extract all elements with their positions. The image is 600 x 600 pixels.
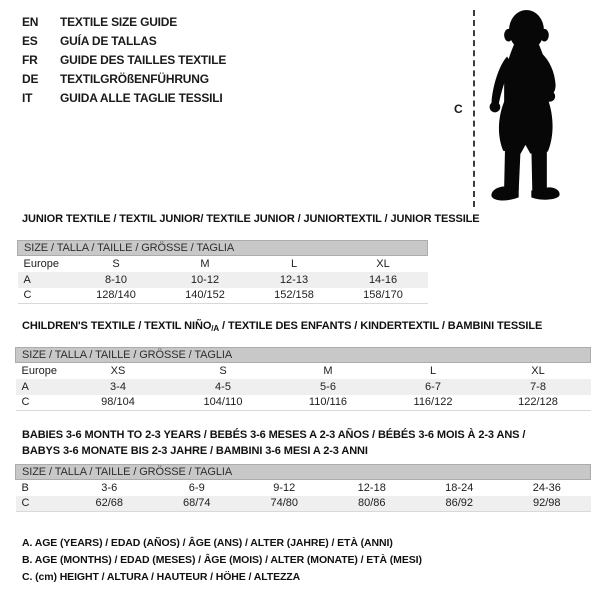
value-cell: 152/158 [250,288,339,304]
row-label-cell: C [16,395,66,411]
footnote-age-months: B. AGE (MONTHS) / EDAD (MESES) / ÂGE (MOIS) / ALTER (MONATE) / ETÀ (MESI) [22,554,422,566]
value-cell: 104/110 [171,395,276,411]
junior-size-table [17,240,428,304]
children-section-heading [22,320,542,333]
value-cell: 12-13 [250,272,339,288]
value-cell: 74/80 [241,496,329,512]
value-cell: 86/92 [416,496,504,512]
value-cell: 9-12 [273,481,296,494]
language-title: GUIDE DES TAILLES TEXTILE [60,53,227,67]
value-cell: 10-12 [161,272,250,288]
value-cell: 4-5 [171,379,276,395]
value-cell: 3-6 [101,481,118,494]
language-title: GUÍA DE TALLAS [60,34,157,48]
value-cell: 6-9 [188,481,205,494]
table-row [16,379,591,395]
row-label-cell: A [18,272,72,288]
size-table-header: SIZE / TALLA / TAILLE / GRÖSSE / TAGLIA [16,465,591,480]
value-cell: 80/86 [328,496,416,512]
value-cell: 98/104 [66,395,171,411]
row-label-cell: C [18,288,72,304]
children-size-table [15,347,591,411]
value-cell: 12-18 [357,481,386,494]
value-cell: 7-8 [486,379,591,395]
children-heading-pre: CHILDREN'S TEXTILE / TEXTIL NIÑO [22,320,212,332]
footnote-height: C. (cm) HEIGHT / ALTURA / HAUTEUR / HÖHE / ALTEZZA [22,571,301,583]
value-cell: 92/98 [503,496,591,512]
size-table-header: SIZE / TALLA / TAILLE / GRÖSSE / TAGLIA [18,241,428,256]
value-cell: XL [531,364,545,377]
table-row [16,496,591,512]
row-label-cell: Europe [21,364,57,377]
value-cell: 158/170 [339,288,428,304]
table-row [16,395,591,411]
value-cell: 14-16 [339,272,428,288]
value-cell: 122/128 [486,395,591,411]
table-row [16,363,591,379]
value-cell: M [323,364,333,377]
value-cell: L [290,257,298,270]
language-row [22,13,226,32]
height-measure-label: C [454,102,463,116]
toddler-silhouette-icon [482,8,569,207]
value-cell: XS [110,364,126,377]
children-heading-post: / TEXTILE DES ENFANTS / KINDERTEXTIL / BAMBINI TESSILE [219,320,543,332]
table-row [18,288,428,304]
value-cell: S [219,364,227,377]
language-code: ES [22,34,38,48]
row-label-cell: Europe [23,257,59,270]
language-code: FR [22,53,38,67]
row-label-cell: C [16,496,66,512]
language-row [22,89,226,108]
language-title: TEXTILGRÖßENFÜHRUNG [60,72,209,86]
table-row [18,272,428,288]
language-title: TEXTILE SIZE GUIDE [60,15,178,29]
row-label-cell: A [16,379,66,395]
height-measure-line [473,10,475,207]
table-header-row [16,348,591,363]
children-heading-sub: /A [211,324,220,333]
language-code: DE [22,72,39,86]
language-row [22,51,226,70]
value-cell: 3-4 [66,379,171,395]
babies-heading-line2: BABYS 3-6 MONATE BIS 2-3 JAHRE / BAMBINI 3-6 MESI A 2-3 ANNI [22,445,368,457]
babies-size-table [15,464,591,512]
table-row [16,480,591,496]
value-cell: 5-6 [276,379,381,395]
value-cell: 68/74 [153,496,241,512]
value-cell: 62/68 [66,496,154,512]
language-title-list [22,13,226,108]
table-header-row [16,465,591,480]
value-cell: 116/122 [381,395,486,411]
babies-section-heading [22,427,525,459]
language-code: IT [22,91,33,105]
value-cell: S [112,257,120,270]
junior-section-heading: JUNIOR TEXTILE / TEXTIL JUNIOR/ TEXTILE JUNIOR / JUNIORTEXTIL / JUNIOR TESSILE [22,213,480,225]
language-row [22,70,226,89]
value-cell: 140/152 [161,288,250,304]
value-cell: 18-24 [445,481,474,494]
value-cell: M [200,257,210,270]
value-cell: 110/116 [276,395,381,411]
babies-heading-line1: BABIES 3-6 MONTH TO 2-3 YEARS / BEBÉS 3-6 MESES A 2-3 AÑOS / BÉBÉS 3-6 MOIS À 2-3 ANS / [22,429,526,441]
footnote-age-years: A. AGE (YEARS) / EDAD (AÑOS) / ÂGE (ANS) / ALTER (JAHRE) / ETÀ (ANNI) [22,537,393,549]
value-cell: 8-10 [72,272,161,288]
value-cell: 6-7 [381,379,486,395]
language-row [22,32,226,51]
value-cell: L [429,364,437,377]
value-cell: 24-36 [532,481,561,494]
language-title: GUIDA ALLE TAGLIE TESSILI [60,91,223,105]
value-cell: XL [376,257,390,270]
size-table-header: SIZE / TALLA / TAILLE / GRÖSSE / TAGLIA [16,348,591,363]
language-code: EN [22,15,39,29]
table-row [18,256,428,272]
value-cell: 128/140 [72,288,161,304]
row-label-cell: B [21,481,29,494]
table-header-row [18,241,428,256]
